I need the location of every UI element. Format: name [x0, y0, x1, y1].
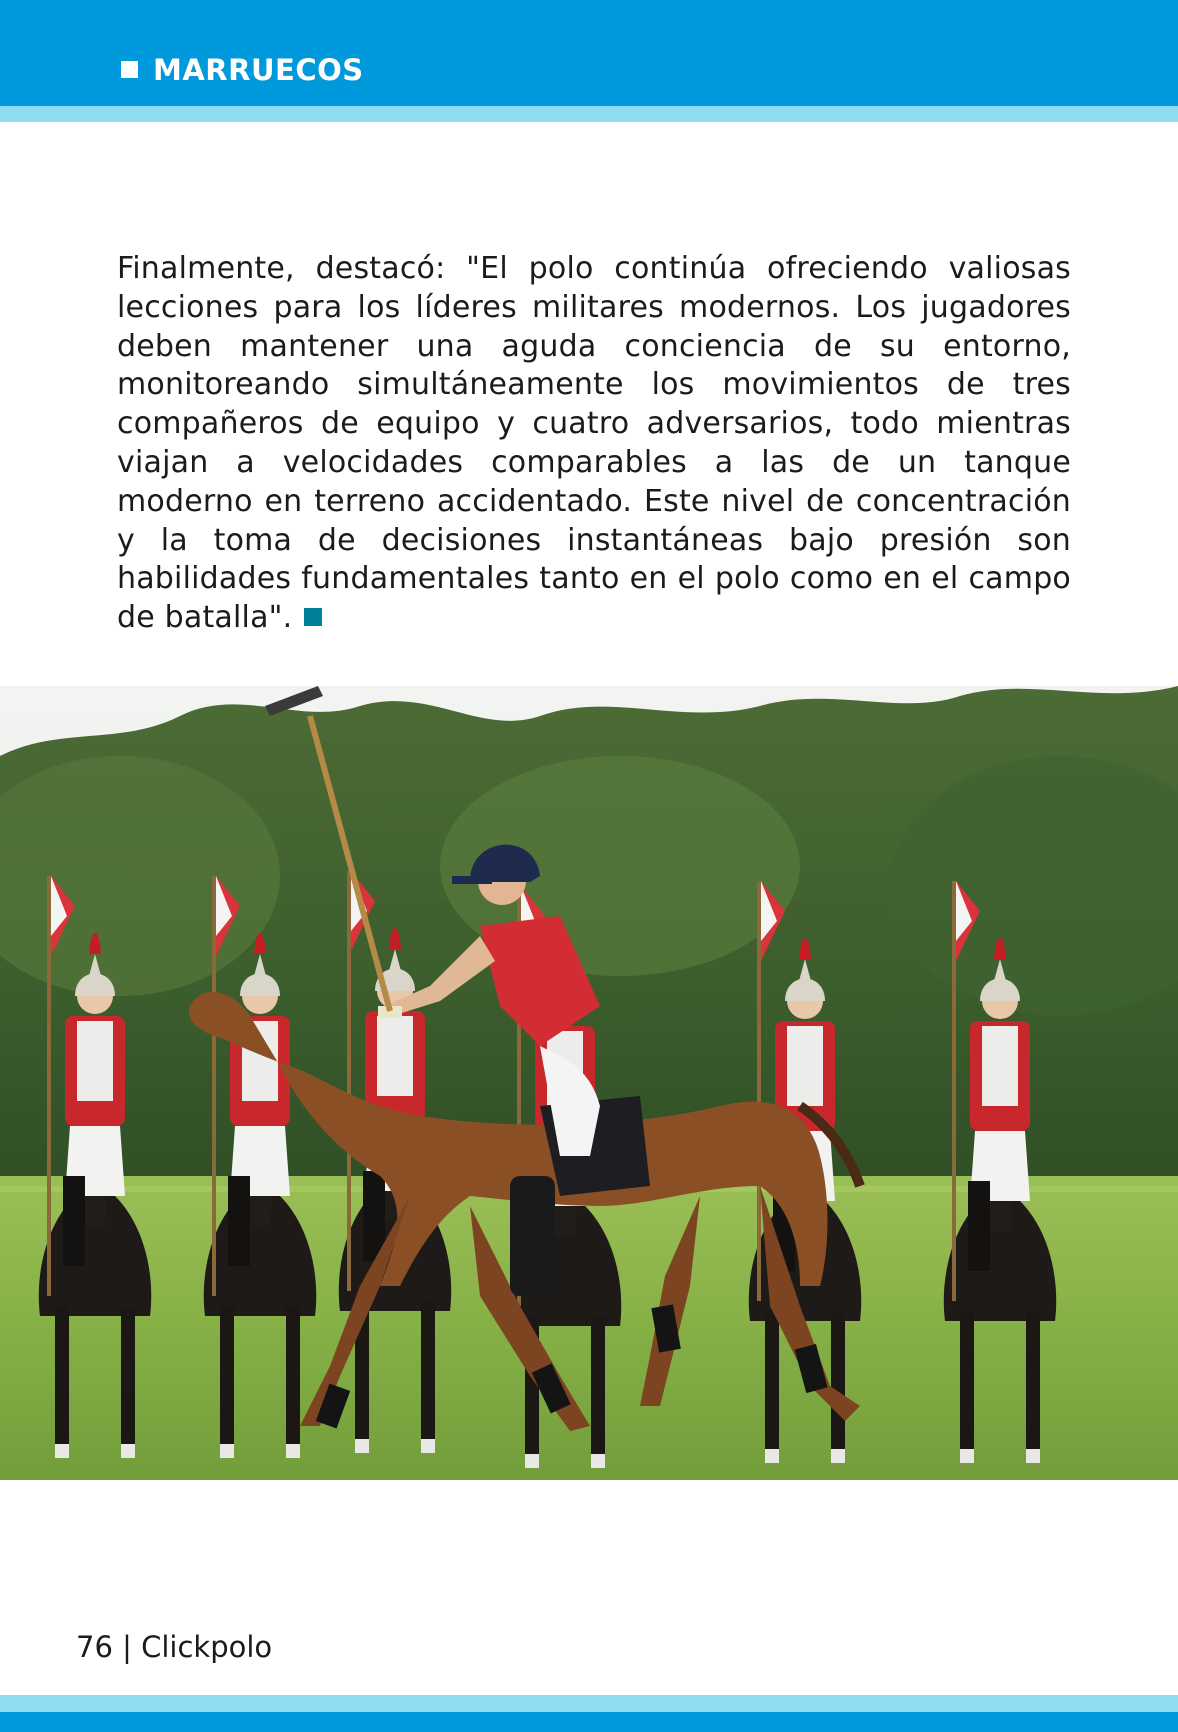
- section-marker-icon: [121, 61, 138, 78]
- end-of-article-icon: [304, 608, 322, 626]
- section-title: MARRUECOS: [153, 53, 364, 87]
- article-paragraph-text: Finalmente, destacó: "El polo continúa ofreciendo valiosas lecciones para los líderes militares modernos. Los jugadores deben mantener una aguda conciencia de su entorno, monitoreando simultáneamente los movimientos de tres compañeros de equipo y cuatro adversarios, todo mientras viajan a velocidades comparables a las de un tanque moderno en terreno accidentado. Este nivel de concentración y la toma de decisiones instantáneas bajo presión son habilidades fundamentales tanto en el polo como en el campo de batalla".: [117, 251, 1071, 636]
- article-paragraph: [117, 250, 1071, 638]
- footer-stripe: [0, 1695, 1178, 1712]
- polo-photo: [0, 686, 1178, 1480]
- page-footer-label: 76 | Clickpolo: [76, 1630, 273, 1664]
- footer-bar: [0, 1712, 1178, 1732]
- header-stripe: [0, 106, 1178, 122]
